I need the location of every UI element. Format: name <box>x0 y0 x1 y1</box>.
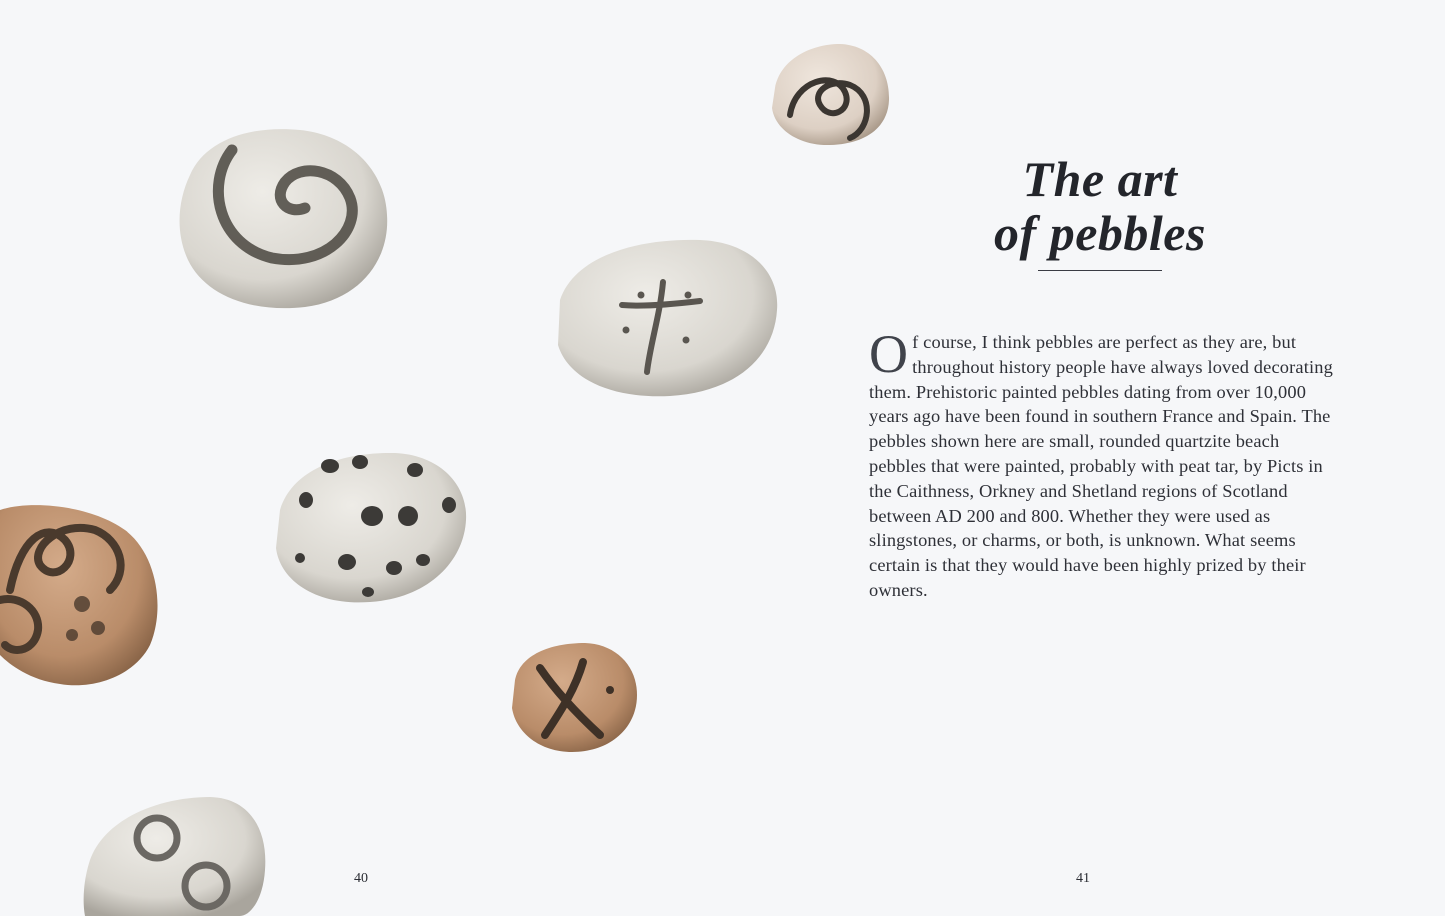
pebble-x-brown-icon <box>512 643 637 752</box>
pebble-spiral-icon <box>180 129 388 308</box>
pebble-cross-dots-icon <box>558 240 777 396</box>
pebble-spots-icon <box>276 453 466 602</box>
pebble-rings-icon <box>84 797 266 916</box>
page-title <box>960 152 1240 260</box>
drop-cap: O <box>869 324 909 384</box>
page-number-left: 40 <box>354 871 368 886</box>
pebble-knot-brown-icon <box>0 505 158 685</box>
pebble-squiggle-icon <box>772 44 889 145</box>
title-line-1: The art <box>1022 150 1178 207</box>
title-line-2: of pebbles <box>994 204 1206 261</box>
page-number-right: 41 <box>1076 871 1090 886</box>
title-divider <box>1038 270 1162 271</box>
body-text: f course, I think pebbles are perfect as they are, but throughout history people have always loved decorating them. Prehistoric painted pebbles dating from over 10,000 years ago have been found in southern France and Spain. The pebbles shown here are small, rounded quartzite beach pebbles that were painted, probably with peat tar, by Picts in the Caithness, Orkney and Shetland regions of Scotland between AD 200 and 800. Whether they were used as slingstones, or charms, or both, is unknown. What seems certain is that they would have been highly prized by their owners. <box>869 332 1333 600</box>
body-paragraph <box>869 324 1339 603</box>
